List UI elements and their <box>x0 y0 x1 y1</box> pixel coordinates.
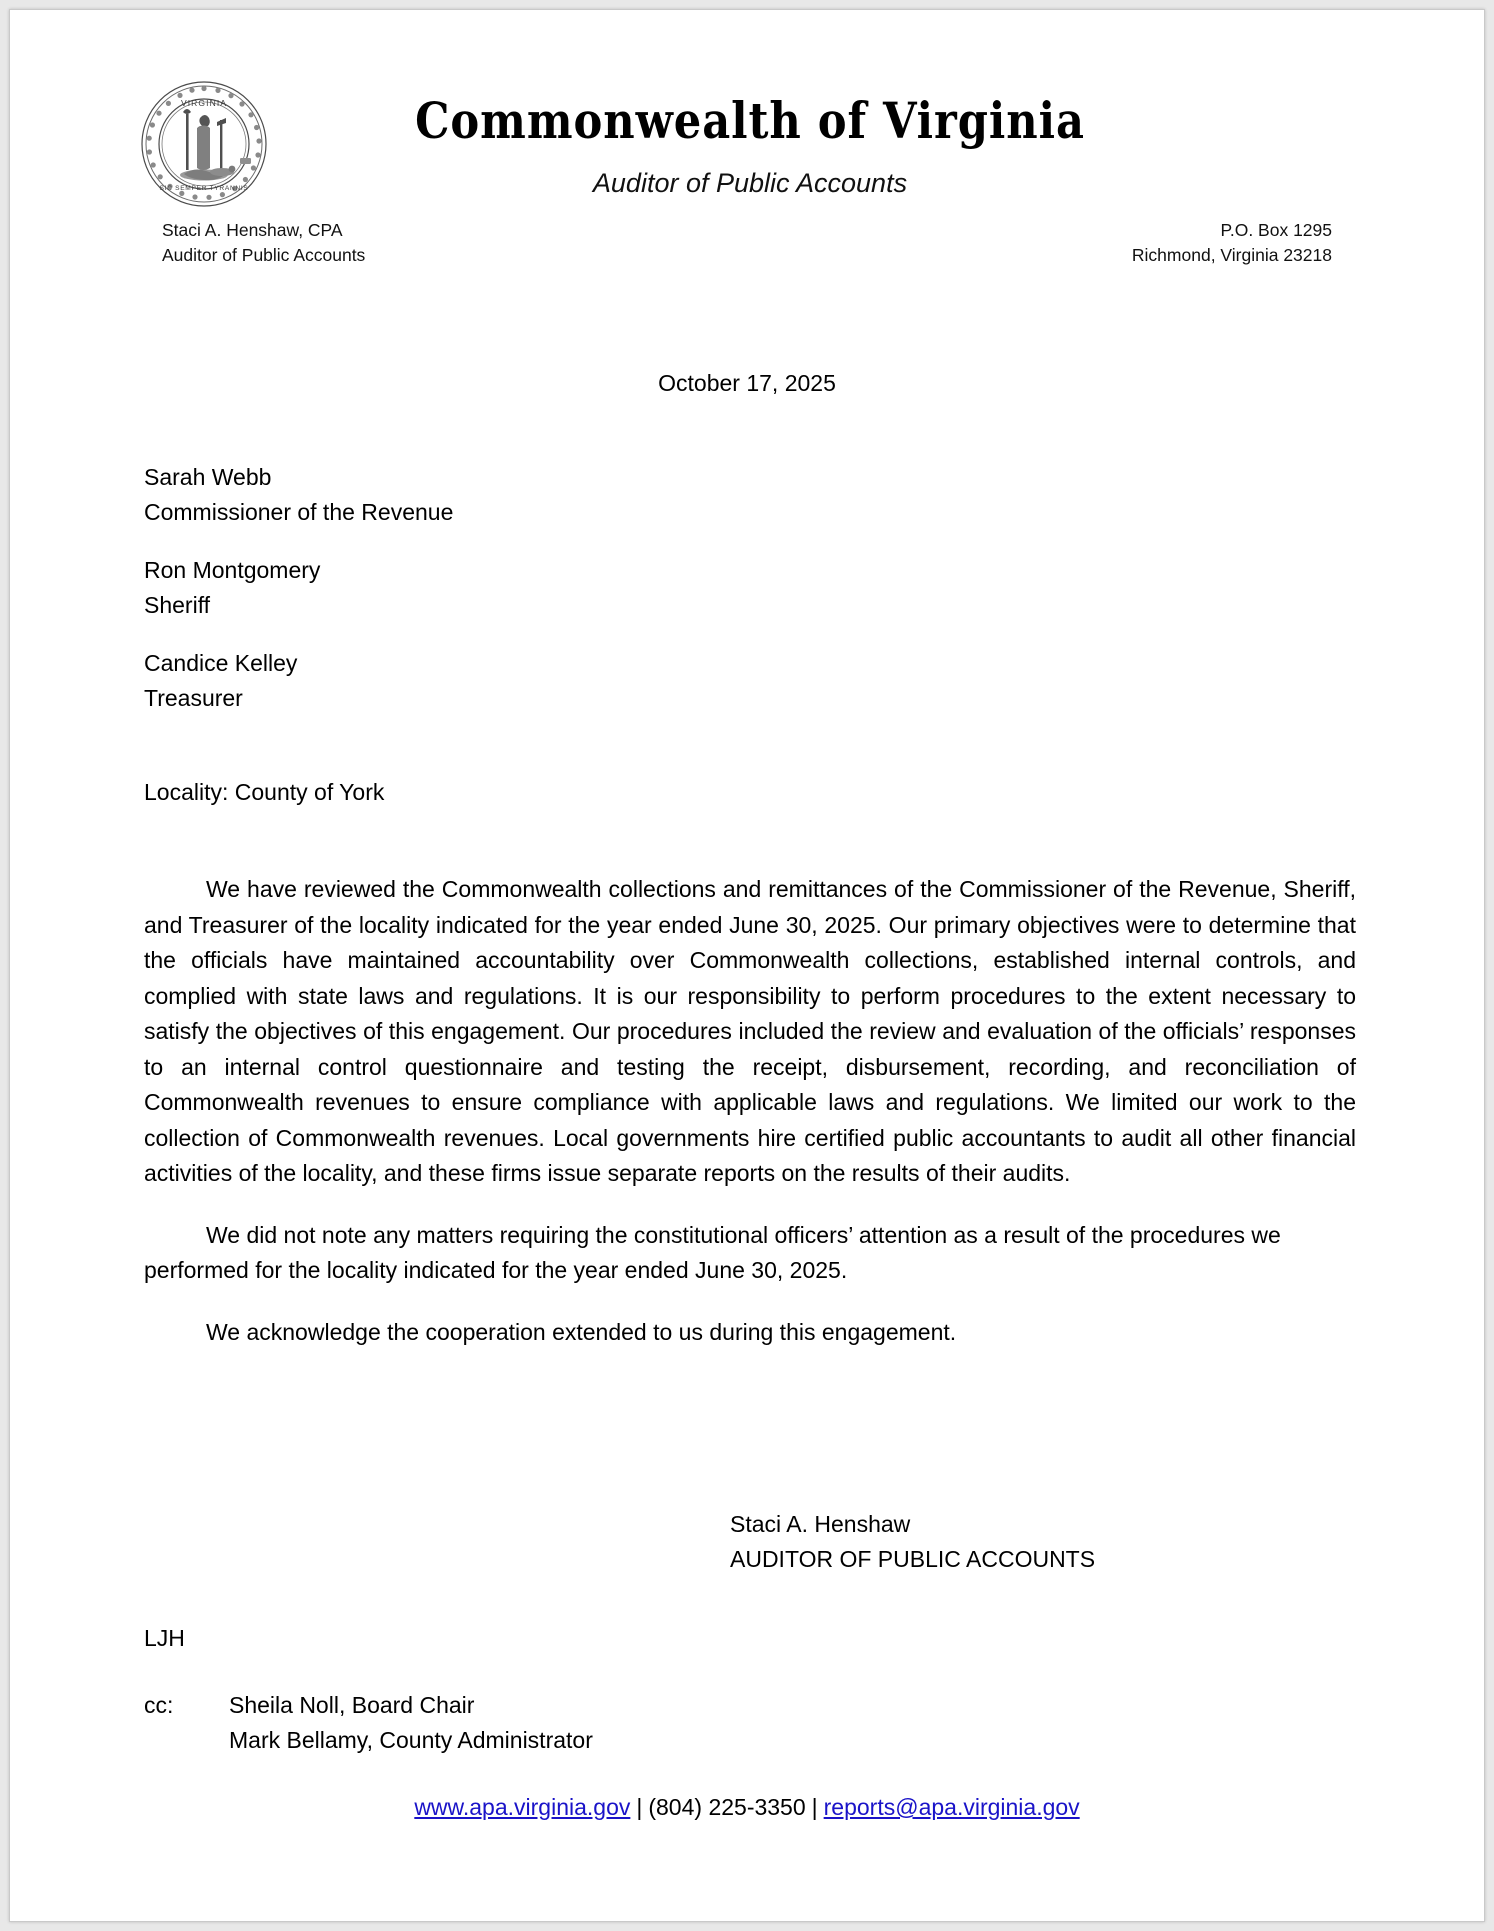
email-link[interactable]: reports@apa.virginia.gov <box>823 1794 1080 1820</box>
svg-text:SIC SEMPER TYRANNIS: SIC SEMPER TYRANNIS <box>159 185 249 192</box>
recipient-title: Treasurer <box>144 685 243 711</box>
svg-text:VIRGINIA: VIRGINIA <box>180 98 228 108</box>
letter-date: October 17, 2025 <box>658 370 836 396</box>
recipient-block <box>144 553 1044 623</box>
letter-sheet <box>10 10 1484 1921</box>
address-city-state-zip: Richmond, Virginia 23218 <box>1131 245 1332 265</box>
phone-number: (804) 225-3350 <box>648 1794 806 1820</box>
signature-title: AUDITOR OF PUBLIC ACCOUNTS <box>730 1546 1096 1572</box>
cc-recipient: Mark Bellamy, County Administrator <box>229 1727 593 1753</box>
letterhead <box>10 70 1484 270</box>
letterhead-address <box>1132 218 1332 268</box>
preparer-initials: LJH <box>144 1625 185 1651</box>
page-footer <box>10 1794 1484 1821</box>
auditor-title: Auditor of Public Accounts <box>162 245 366 265</box>
cc-block <box>144 1688 593 1758</box>
organization-title: Commonwealth of Virginia <box>415 91 1085 150</box>
organization-subtitle: Auditor of Public Accounts <box>592 168 908 198</box>
cc-names <box>229 1688 593 1758</box>
locality-line: Locality: County of York <box>144 779 385 805</box>
body-paragraph-1: We have reviewed the Commonwealth collections and remittances of the Commissioner of the Revenue, Sheriff, and Treasurer of the locality indicated for the year ended June 30, 2025. Our primary objectives were to determine that the officials have maintained accountability over Commonwealth collections, established internal controls, and complied with state laws and regulations. It is our responsibility to perform procedures to the extent necessary to satisfy the objectives of this engagement. Our procedures included the review and evaluation of the officials’ responses to an internal control questionnaire and testing the receipt, disbursement, recording, and reconciliation of Commonwealth revenues to ensure compliance with applicable laws and regulations. We limited our work to the collection of Commonwealth revenues. Local governments hire certified public accountants to audit all other financial activities of the locality, and these firms issue separate reports on the results of their audits. <box>144 876 1356 1186</box>
auditor-name: Staci A. Henshaw, CPA <box>162 220 343 240</box>
virginia-state-seal-icon <box>140 80 268 208</box>
signature-block <box>730 1507 1095 1577</box>
recipient-name: Candice Kelley <box>144 650 298 676</box>
recipient-title: Sheriff <box>144 592 211 618</box>
signature-name: Staci A. Henshaw <box>730 1511 911 1537</box>
letter-body <box>144 872 1356 1350</box>
recipient-title: Commissioner of the Revenue <box>144 499 454 525</box>
letterhead-contact-left <box>162 218 365 268</box>
website-link[interactable]: www.apa.virginia.gov <box>414 1794 631 1820</box>
address-po-box: P.O. Box 1295 <box>1220 220 1332 240</box>
recipient-block <box>144 646 1044 716</box>
letter-page <box>9 9 1485 1922</box>
footer-separator: | <box>811 1794 818 1820</box>
recipient-name: Ron Montgomery <box>144 557 321 583</box>
body-paragraph-3: We acknowledge the cooperation extended to us during this engagement. <box>206 1318 957 1345</box>
footer-separator: | <box>636 1794 643 1820</box>
body-paragraph-2: We did not note any matters requiring the constitutional officers’ attention as a result of the procedures we performed for the locality indicated for the year ended June 30, 2025. <box>144 1221 1281 1283</box>
cc-label: cc: <box>144 1692 174 1718</box>
recipient-name: Sarah Webb <box>144 464 272 490</box>
recipient-list <box>144 460 1044 716</box>
cc-recipient: Sheila Noll, Board Chair <box>229 1692 475 1718</box>
recipient-block <box>144 460 1044 530</box>
